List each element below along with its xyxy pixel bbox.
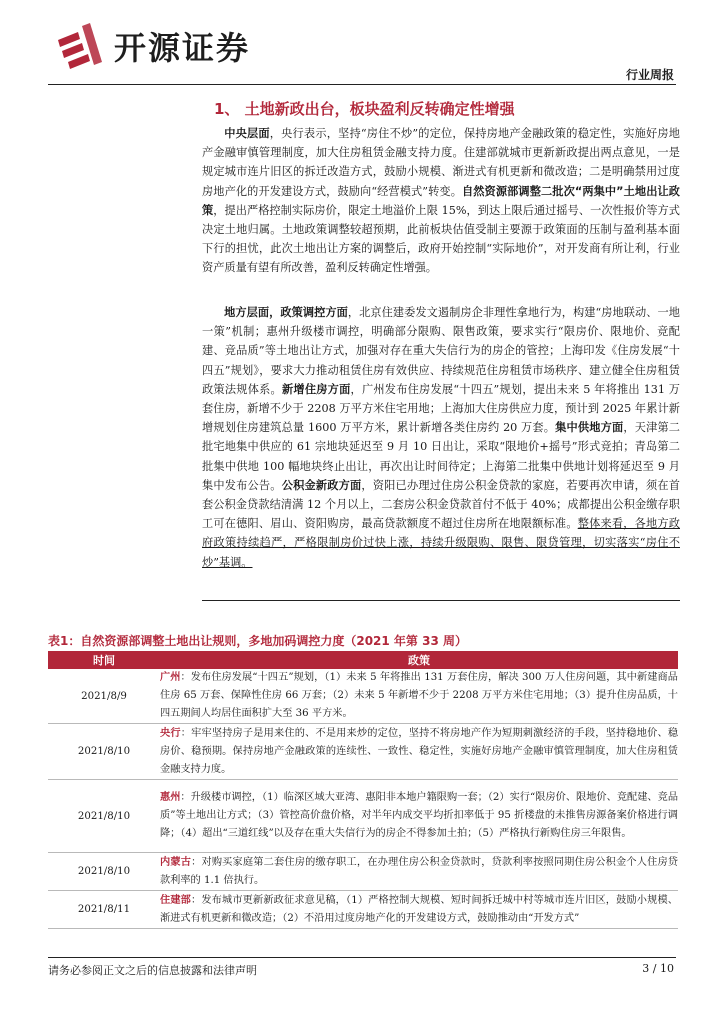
row-date: 2021/8/10 bbox=[48, 724, 160, 780]
table-row bbox=[48, 669, 678, 724]
row-policy: 惠州：升级楼市调控，（1）临深区域大亚湾、惠阳非本地户籍限购一套；（2）实行“限房价、限地价、竞配建、竞品质”等土地出让方式；（3）管控高价盘价格，对半年内成交平均折扣率低于 95 折楼盘的未推售房源备案价格进行调降；（4）超出“三道红线”以及存在重大失信行为的房企不得参加土拍；（5）严格执行新购住房三年限售。 bbox=[160, 780, 678, 853]
row-policy: 住建部：发布城市更新新政征求意见稿，（1）严格控制大规模、短时间拆迁城中村等城市连片旧区，鼓励小规模、渐进式有机更新和微改造；（2）不沿用过度房地产化的开发建设方式，鼓励推动由“开发方式” bbox=[160, 891, 678, 929]
lead-local: 地方层面，政策调控方面 bbox=[224, 306, 348, 319]
row-date: 2021/8/10 bbox=[48, 780, 160, 853]
table-row bbox=[48, 891, 678, 929]
section-title: 1、 土地新政出台，板块盈利反转确定性增强 bbox=[214, 100, 515, 118]
col-date-header: 时间 bbox=[48, 651, 160, 669]
report-type: 行业周报 bbox=[625, 68, 674, 82]
page-number: 3 / 10 bbox=[642, 962, 674, 975]
row-policy: 央行：牢牢坚持房子是用来住的、不是用来炒的定位，坚持不将房地产作为短期刺激经济的手段，坚持稳地价、稳房价、稳预期。保持房地产金融政策的连续性、一致性、稳定性，实施好房地产金融审慎管理制度，加大住房租赁金融支持力度。 bbox=[160, 724, 678, 780]
row-date: 2021/8/11 bbox=[48, 891, 160, 929]
table-title: 表1：自然资源部调整土地出让规则，多地加码调控力度（2021 年第 33 周） bbox=[48, 634, 467, 648]
row-date: 2021/8/10 bbox=[48, 853, 160, 891]
brand-name: 开源证券 bbox=[114, 29, 251, 67]
lead-central: 中央层面 bbox=[224, 127, 270, 140]
footer-disclaimer: 请务必参阅正文之后的信息披露和法律声明 bbox=[48, 964, 257, 977]
table-row bbox=[48, 724, 678, 780]
logo-mark-icon bbox=[52, 22, 106, 70]
header-divider bbox=[48, 84, 676, 85]
row-date: 2021/8/9 bbox=[48, 669, 160, 724]
table-row bbox=[48, 853, 678, 891]
col-policy-header: 政策 bbox=[160, 651, 678, 669]
policy-table bbox=[48, 651, 678, 929]
row-policy: 广州：发布住房发展“十四五”规划，（1）未来 5 年将推出 131 万套住房，解决 300 万人住房问题，其中新建商品住房 65 万套、保障性住房 66 万套；（2）未来 5 年新增不少于 2208 万平方米住宅用地；（3）提升住房品质，十四五期间人均居住面积扩大至 36 平方米。 bbox=[160, 669, 678, 724]
row-policy: 内蒙古：对购买家庭第二套住房的缴存职工，在办理住房公积金贷款时，贷款利率按照同期住房公积金个人住房贷款利率的 1.1 倍执行。 bbox=[160, 853, 678, 891]
footer-divider bbox=[48, 957, 676, 958]
table-row bbox=[48, 780, 678, 853]
summary-underline: 整体来看，各地方政府政策持续趋严，严格限制房价过快上涨，持续升级限购、限售、限贷管理，切实落实“房住不炒”基调。 bbox=[202, 517, 680, 569]
brand-logo bbox=[52, 22, 250, 70]
table-header-row bbox=[48, 651, 678, 669]
paragraph-central: 中央层面，央行表示，坚持“房住不炒”的定位，保持房地产金融政策的稳定性，实施好房地产金融审慎管理制度，加大住房租赁金融支持力度。住建部就城市更新新政提出两点意见，一是规定城市连片旧区的拆迁改造方式，鼓励小规模、渐进式有机更新和微改造；二是明确禁用过度房地产化的开发建设方式，鼓励向“经营模式”转变。自然资源部调整二批次“两集中”土地出让政策，提出严格控制实际房价，限定土地溢价上限 15%，到达上限后通过摇号、一次性报价等方式决定土地归属。土地政策调整较超预期，此前板块估值受制主要源于政策面的压制与盈利基本面下行的担忧，此次土地出让方案的调整后，政府开始控制“实际地价”，对开发商有所让利，行业资产质量有望有所改善，盈利反转确定性增强。 bbox=[202, 127, 680, 275]
paragraph-local: 地方层面，政策调控方面，北京住建委发文遏制房企非理性拿地行为，构建“房地联动、一地一策”机制；惠州升级楼市调控，明确部分限购、限售政策，要求实行“限房价、限地价、竞配建、竞品质”等土地出让方式，加强对存在重大失信行为的房企的管控；上海印发《住房发展“十四五”规划》，要求大力推动租赁住房有效供应、持续规范住房租赁市场秩序、建立健全住房租赁政策法规体系。新增住房方面，广州发布住房发展“十四五”规划，提出未来 5 年将推出 131 万套住房，新增不少于 2208 万平方米住宅用地；上海加大住房供应力度，预计到 2025 年累计新增规划住房建筑总量 1600 万平方米，累计新增各类住房约 20 万套。集中供地方面，天津第二批宅地集中供应的 61 宗地块延迟至 9 月 10 日出让，采取“限地价+摇号”形式竞拍；青岛第二批集中供地 100 幅地块终止出让，再次出让时间待定；上海第二批集中供地计划将延迟至 9 月集中发布公告。公积金新政方面，资阳已办理过住房公积金贷款的家庭，若要再次申请，须在首套公积金贷款结清满 12 个月以上，二套房公积金贷款首付不低于 40%；成都提出公积金缴存职工可在德阳、眉山、资阳购房，最高贷款额度不超过住房所在地限额标准。整体来看，各地方政府政策持续趋严，严格限制房价过快上涨，持续升级限购、限售、限贷管理，切实落实“房住不炒”基调。 bbox=[202, 306, 680, 569]
text-divider bbox=[202, 600, 680, 601]
